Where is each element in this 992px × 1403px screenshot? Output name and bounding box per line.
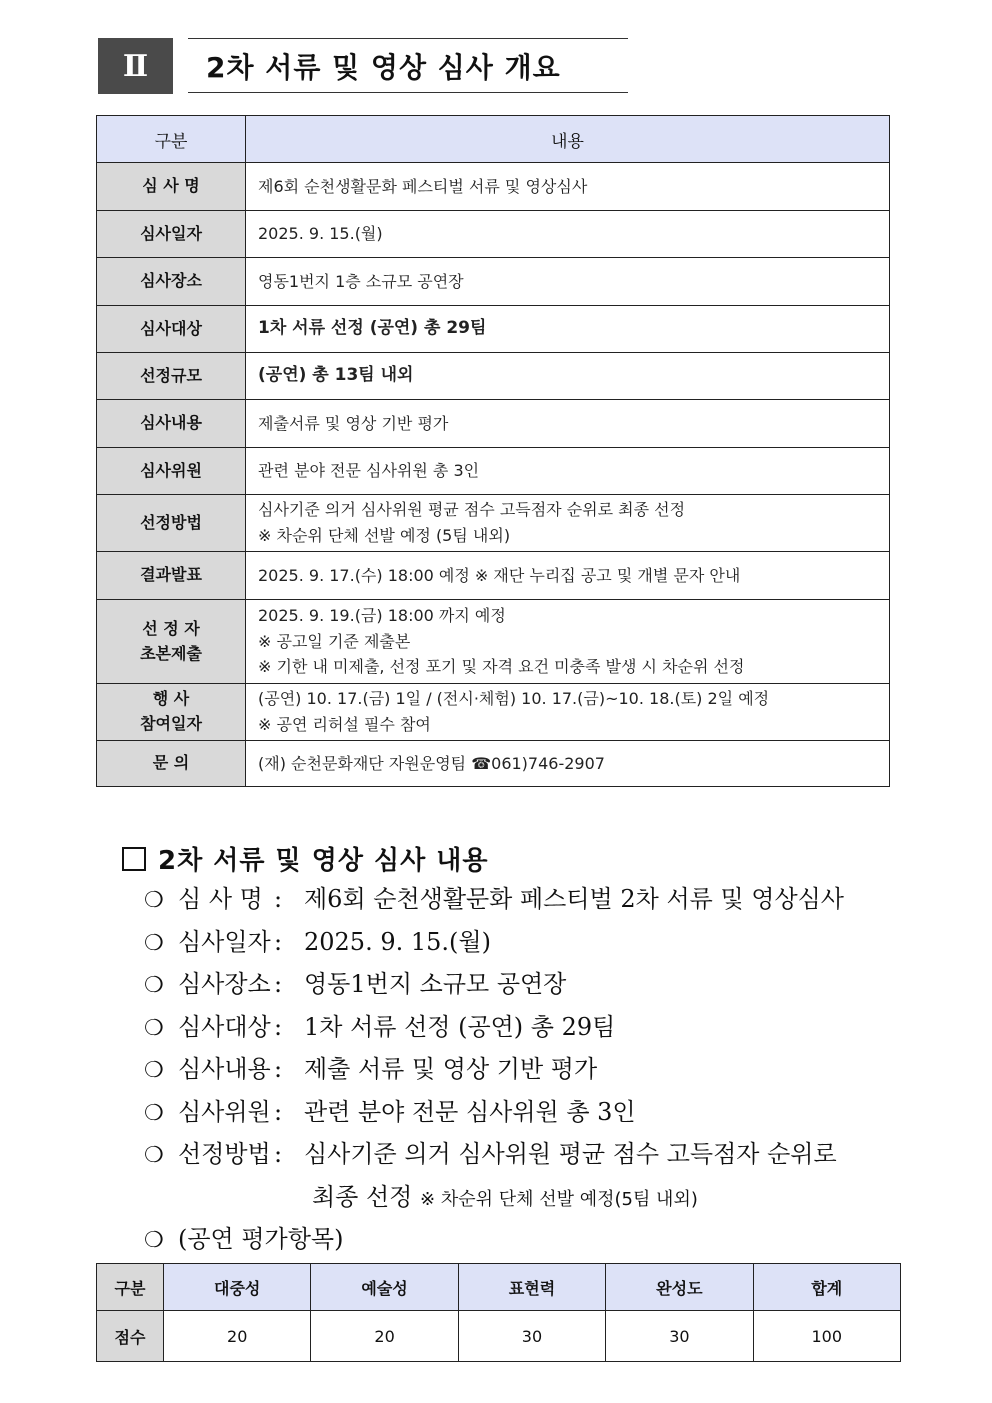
row-label: 심 사 명: [97, 163, 246, 211]
circle-bullet-icon: ❍: [144, 930, 164, 956]
list-item: [144, 1048, 904, 1091]
header-artistry: 예술성: [311, 1264, 458, 1311]
row-value: (공연) 총 13팀 내외: [246, 353, 890, 400]
divider: [188, 38, 628, 39]
item-label: 심사대상: [178, 1012, 271, 1041]
list-item: [144, 878, 904, 921]
item-value: 심사기준 의거 심사위원 평균 점수 고득점자 순위로: [304, 1140, 837, 1168]
row-value: 심사기준 의거 심사위원 평균 점수 고득점자 순위로 최종 선정 ※ 차순위 단체 선발 예정 (5팀 내외): [246, 495, 890, 552]
table-row: [97, 600, 890, 684]
row-label: 심사일자: [97, 211, 246, 258]
list-item: [144, 963, 904, 1006]
row-label: 문 의: [97, 741, 246, 787]
table-row: [97, 163, 890, 211]
item-label: 심사장소: [178, 970, 271, 998]
square-box-icon: [122, 847, 146, 871]
divider: [188, 92, 628, 93]
table-row: [97, 741, 890, 787]
item-value: 관련 분야 전문 심사위원 총 3인: [304, 1097, 636, 1126]
table-row: [97, 1311, 901, 1362]
circle-bullet-icon: ❍: [144, 1100, 164, 1126]
item-label: 심사위원: [178, 1097, 271, 1126]
table-row: [97, 306, 890, 353]
row-value: 2025. 9. 19.(금) 18:00 까지 예정 ※ 공고일 기준 제출본 ※ 기한 내 미제출, 선정 포기 및 자격 요건 미충족 발생 시 차순위 선정: [246, 600, 890, 684]
method-continuation: 최종 선정 ※ 차순위 단체 선발 예정(5팀 내외): [312, 1182, 698, 1211]
item-value: 제출 서류 및 영상 기반 평가: [304, 1055, 598, 1083]
header-content: 내용: [246, 116, 890, 163]
content-list: [144, 878, 904, 1260]
score-cell: 20: [311, 1311, 458, 1362]
row-label: 심사위원: [97, 448, 246, 495]
item-colon: :: [274, 970, 283, 998]
row-value: (재) 순천문화재단 자원운영팀 ☎061)746-2907: [246, 741, 890, 787]
item-colon: :: [274, 885, 283, 913]
method-note: ※ 차순위 단체 선발 예정(5팀 내외): [420, 1188, 698, 1210]
row-label: 결과발표: [97, 552, 246, 600]
header-expression: 표현력: [458, 1264, 605, 1311]
list-item: [144, 1006, 904, 1049]
overview-table: [96, 115, 890, 787]
row-value: 2025. 9. 17.(수) 18:00 예정 ※ 재단 누리집 공고 및 개별 문자 안내: [246, 552, 890, 600]
row-label: 점수: [97, 1311, 164, 1362]
item-label: 심 사 명: [178, 885, 263, 913]
row-value: 영동1번지 1층 소규모 공연장: [246, 258, 890, 306]
section-title: 2차 서류 및 영상 심사 개요: [206, 51, 561, 84]
circle-bullet-icon: ❍: [144, 973, 164, 998]
item-value: 1차 서류 선정 (공연) 총 29팀: [304, 1012, 616, 1041]
item-colon: :: [274, 1012, 283, 1041]
header-category: 구분: [97, 1264, 164, 1311]
item-value: 2025. 9. 15.(월): [304, 927, 491, 956]
list-item: [144, 921, 904, 964]
table-row: [97, 552, 890, 600]
header-completion: 완성도: [606, 1264, 753, 1311]
row-label: 심사장소: [97, 258, 246, 306]
subsection-heading: [122, 840, 489, 877]
list-item: [144, 1218, 904, 1261]
table-row: [97, 353, 890, 400]
item-colon: :: [274, 1055, 283, 1083]
list-item: [144, 1133, 904, 1176]
row-value: 제6회 순천생활문화 페스티벌 서류 및 영상심사: [246, 163, 890, 211]
section-header: [98, 38, 628, 94]
row-label: 심사내용: [97, 400, 246, 448]
list-item: [144, 1091, 904, 1134]
row-label: 행 사 참여일자: [97, 684, 246, 741]
table-row: [97, 211, 890, 258]
score-cell: 30: [606, 1311, 753, 1362]
table-header-row: [97, 1264, 901, 1311]
score-table: [96, 1263, 901, 1362]
item-colon: :: [274, 1097, 283, 1126]
header-category: 구분: [97, 116, 246, 163]
row-value: 1차 서류 선정 (공연) 총 29팀: [246, 306, 890, 353]
item-colon: :: [274, 1140, 283, 1168]
item-label: 심사일자: [178, 927, 271, 956]
table-row: [97, 400, 890, 448]
circle-bullet-icon: ❍: [144, 1015, 164, 1041]
section-number: Ⅱ: [98, 38, 173, 94]
item-label: 선정방법: [178, 1140, 271, 1168]
circle-bullet-icon: ❍: [144, 1227, 164, 1253]
item-colon: :: [274, 927, 283, 956]
row-label: 선 정 자 초본제출: [97, 600, 246, 684]
circle-bullet-icon: ❍: [144, 888, 164, 913]
circle-bullet-icon: ❍: [144, 1143, 164, 1168]
row-label: 선정방법: [97, 495, 246, 552]
table-row: [97, 448, 890, 495]
row-value: 2025. 9. 15.(월): [246, 211, 890, 258]
item-value: 제6회 순천생활문화 페스티벌 2차 서류 및 영상심사: [304, 885, 844, 913]
row-label: 심사대상: [97, 306, 246, 353]
table-row: [97, 495, 890, 552]
item-label: 심사내용: [178, 1055, 271, 1083]
eval-heading: (공연 평가항목): [178, 1224, 344, 1253]
row-value: (공연) 10. 17.(금) 1일 / (전시·체험) 10. 17.(금)~10. 18.(토) 2일 예정 ※ 공연 리허설 필수 참여: [246, 684, 890, 741]
score-cell: 20: [164, 1311, 311, 1362]
circle-bullet-icon: ❍: [144, 1058, 164, 1083]
table-row: [97, 684, 890, 741]
table-row: [97, 258, 890, 306]
subsection-title: 2차 서류 및 영상 심사 내용: [158, 846, 489, 876]
row-label: 선정규모: [97, 353, 246, 400]
header-total: 합계: [753, 1264, 900, 1311]
header-popularity: 대중성: [164, 1264, 311, 1311]
row-value: 제출서류 및 영상 기반 평가: [246, 400, 890, 448]
item-value: 영동1번지 소규모 공연장: [304, 970, 567, 998]
table-header-row: [97, 116, 890, 163]
row-value: 관련 분야 전문 심사위원 총 3인: [246, 448, 890, 495]
score-cell: 100: [753, 1311, 900, 1362]
score-cell: 30: [458, 1311, 605, 1362]
